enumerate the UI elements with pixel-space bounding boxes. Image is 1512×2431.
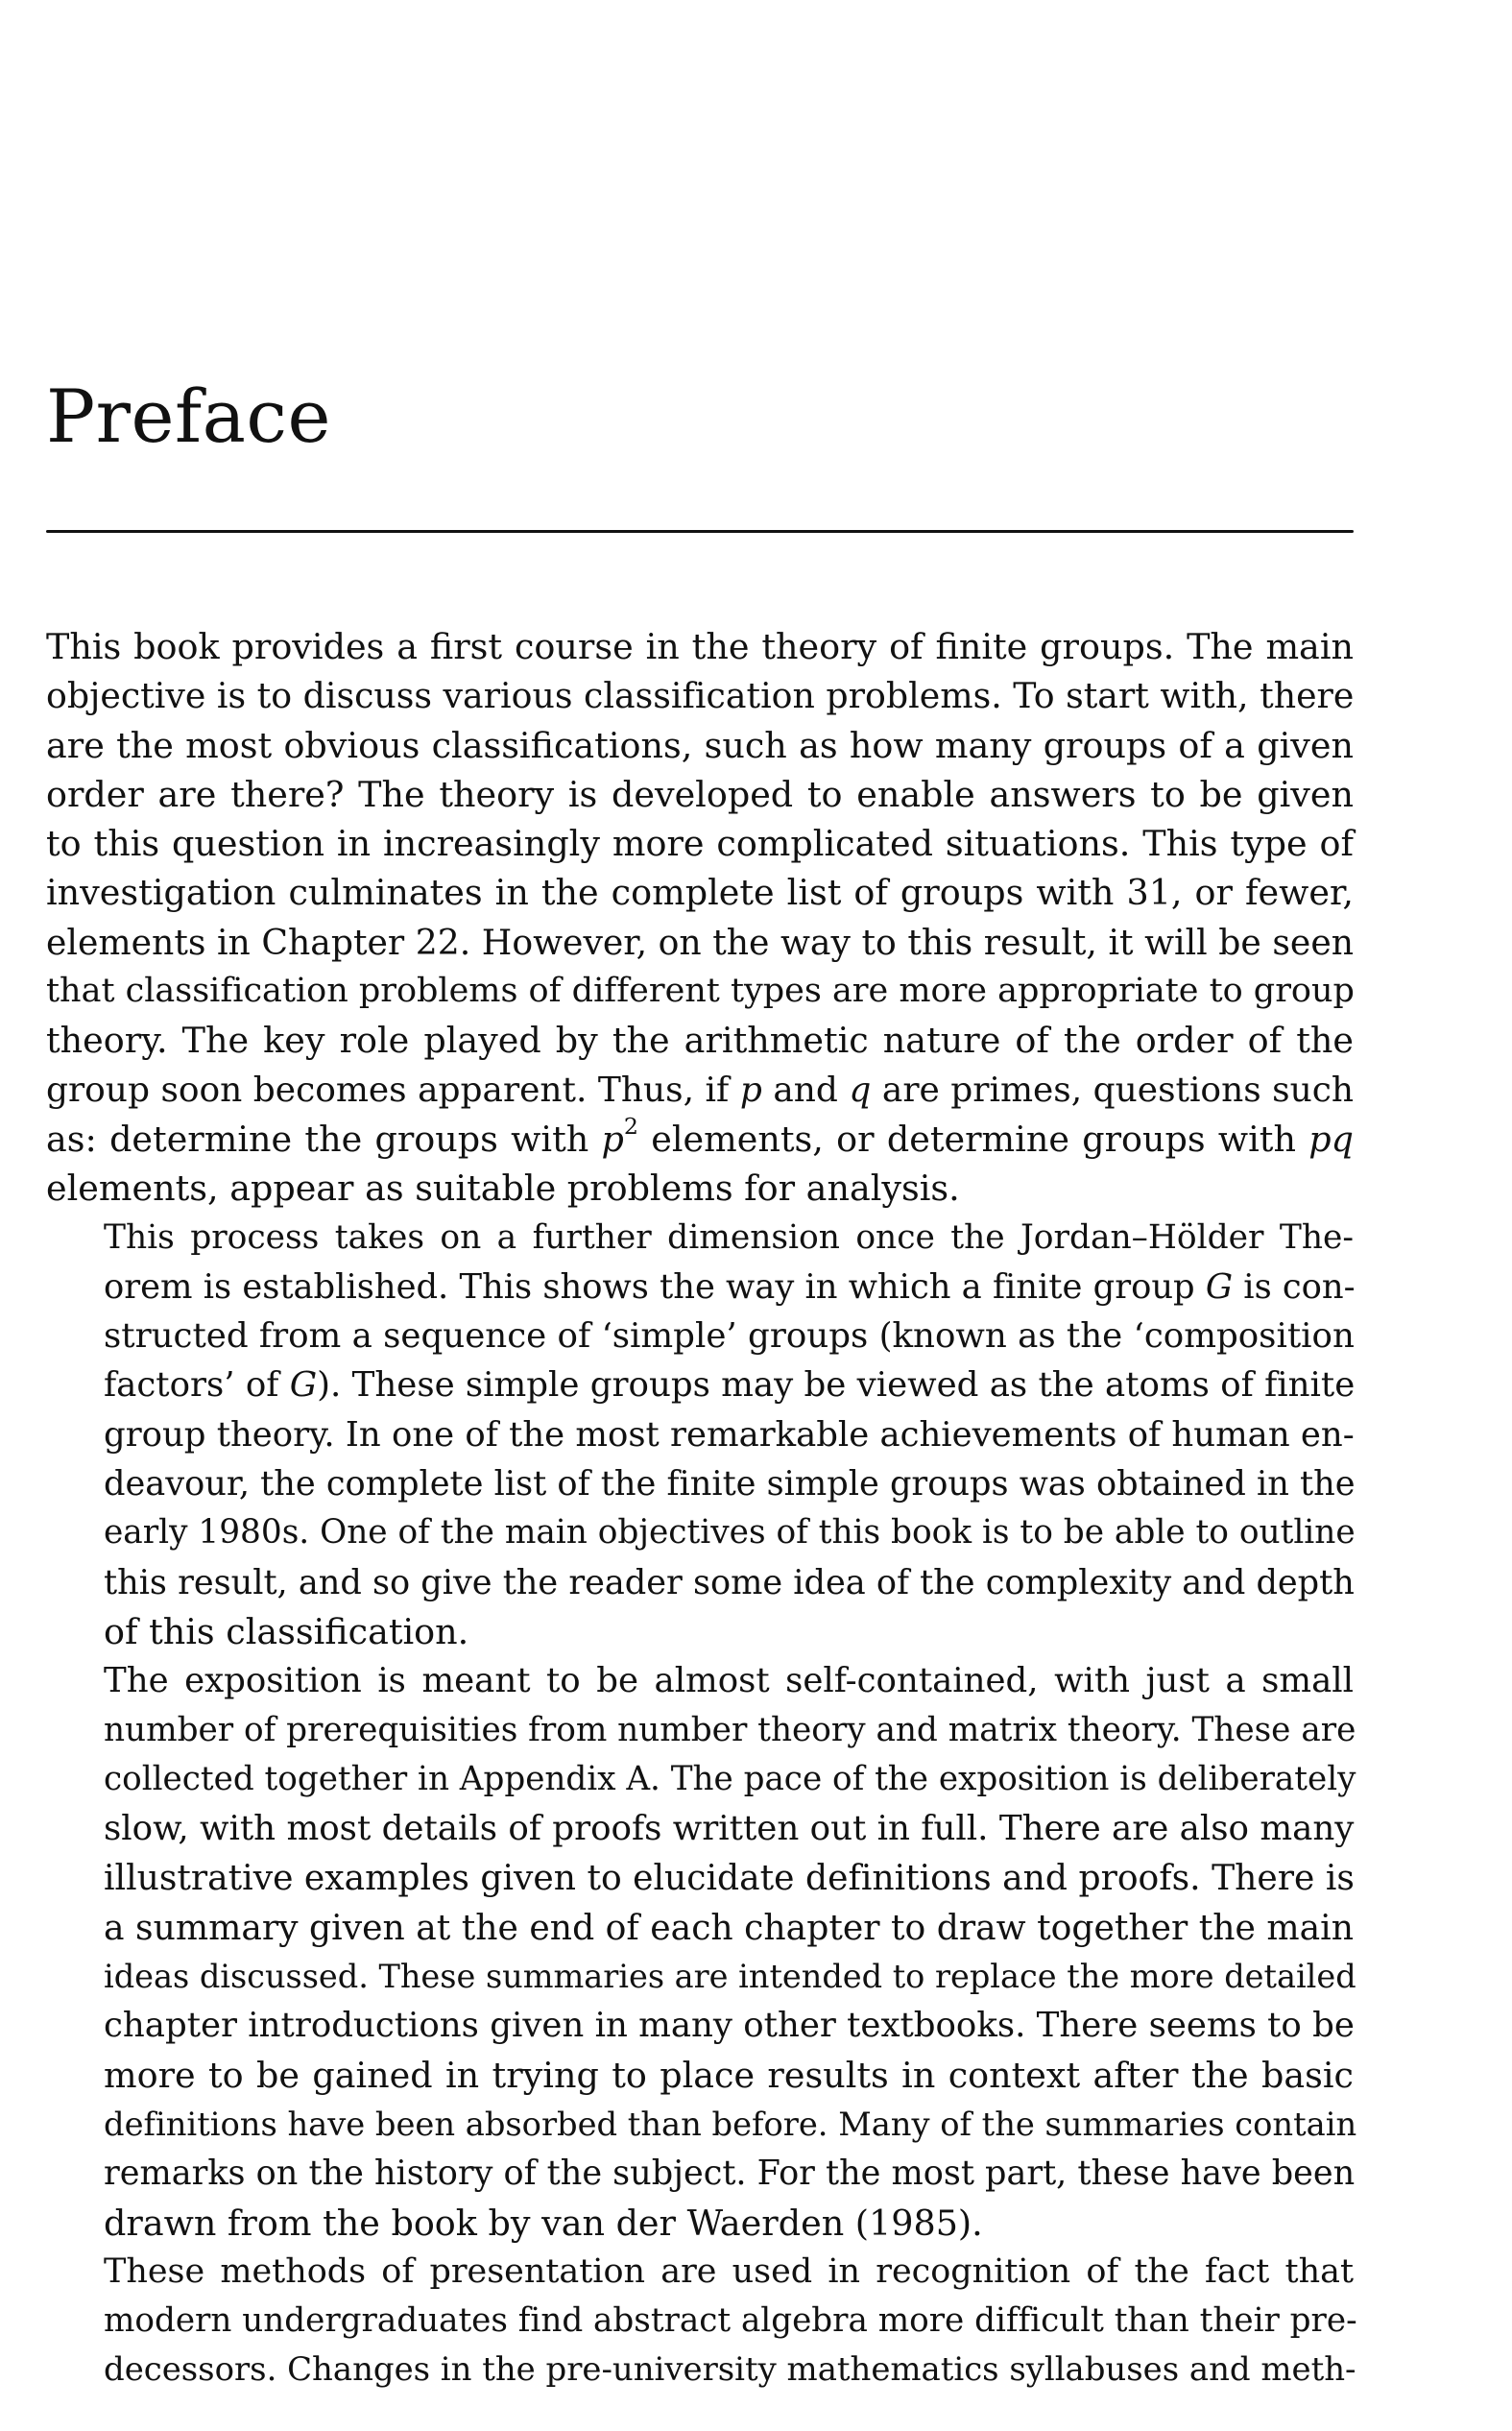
text-fragment: is con- [1233,1266,1356,1307]
math-variable-q: q [849,1070,872,1110]
text-line [46,1115,1354,1164]
text-line: collected together in Appendix A. The pace of the exposition is deliberately [104,1759,1356,1798]
text-line: to this question in increasingly more complicated situations. This type of [46,823,1354,865]
text-line [46,1066,1354,1115]
text-line [46,1360,1354,1409]
text-line: structed from a sequence of ‘simple’ groups (known as the ‘composition [104,1316,1355,1357]
math-exponent: 2 [623,1113,638,1141]
text-fragment: as: determine the groups with [46,1118,602,1160]
book-page [46,0,1357,2431]
text-line: are the most obvious classifications, such as how many groups of a given [46,724,1354,766]
text-line: early 1980s. One of the main objectives of this book is to be able to outline [104,1513,1356,1552]
math-variable-p: p [739,1070,762,1110]
text-line: This book provides a first course in the theory of finite groups. The main [46,626,1354,667]
text-line [46,1263,1354,1312]
text-line: this result, and so give the reader some idea of the complexity and depth [104,1562,1355,1602]
text-line: group theory. In one of the most remarkable achievements of human en- [104,1414,1355,1455]
text-fragment: factors’ of [104,1365,290,1406]
math-variable-pq: pq [1308,1118,1354,1160]
paragraph-4 [46,2248,1357,2395]
text-line: chapter introductions given in many other textbooks. There seems to be [104,2006,1355,2046]
preface-body [46,622,1357,2395]
text-line: objective is to discuss various classification problems. To start with, there [46,675,1355,717]
text-line: definitions have been absorbed than before. Many of the summaries contain [104,2105,1357,2143]
text-line: modern undergraduates find abstract algebra more difficult than their pre- [104,2301,1357,2341]
math-variable-g: G [1205,1266,1234,1307]
text-line: number of prerequisities from number theory and matrix theory. These are [104,1710,1356,1749]
chapter-title: Preface [46,373,331,459]
text-line: elements, appear as suitable problems for analysis. [46,1167,960,1210]
text-line: slow, with most details of proofs written out in full. There are also many [104,1809,1355,1849]
text-line: The exposition is meant to be almost self-contained, with just a small [104,1661,1354,1701]
text-line: drawn from the book by van der Waerden (1985). [104,2202,983,2244]
text-fragment: ). These simple groups may be viewed as the atoms of finite [317,1365,1356,1406]
text-line: elements in Chapter 22. However, on the way to this result, it will be seen [46,921,1354,963]
text-line: theory. The key role played by the arithmetic nature of the order of the [46,1020,1354,1062]
paragraph-2 [46,1214,1354,1657]
paragraph-3 [46,1656,1357,2248]
text-line: illustrative examples given to elucidate definitions and proofs. There is [104,1857,1355,1899]
math-variable-g: G [289,1365,318,1406]
text-fragment: orem is established. This shows the way in which a finite group [104,1266,1206,1307]
text-line: remarks on the history of the subject. For the most part, these have been [104,2154,1356,2194]
title-rule [46,530,1354,533]
text-fragment: elements, or determine groups with [638,1118,1309,1160]
text-line: decessors. Changes in the pre-university mathematics syllabuses and meth- [104,2351,1356,2390]
text-line: deavour, the complete list of the finite simple groups was obtained in the [104,1464,1356,1504]
paragraph-1 [46,622,1354,1214]
text-fragment: are primes, questions such [871,1070,1354,1110]
text-line: that classification problems of different types are more appropriate to group [46,972,1355,1011]
text-line: more to be gained in trying to place results in context after the basic [104,2054,1354,2096]
text-line: a summary given at the end of each chapter to draw together the main [104,1906,1354,1948]
text-line: This process takes on a further dimension once the Jordan–Hölder The- [104,1217,1354,1257]
text-line: These methods of presentation are used in recognition of the fact that [104,2251,1354,2291]
text-fragment: and [761,1070,850,1110]
math-variable-p: p [601,1118,624,1160]
text-line: order are there? The theory is developed to enable answers to be given [46,773,1354,815]
text-line: ideas discussed. These summaries are intended to replace the more detailed [104,1958,1356,1996]
text-fragment: group soon becomes apparent. Thus, if [46,1070,740,1110]
text-line: of this classification. [104,1610,469,1652]
text-line: investigation culminates in the complete list of groups with 31, or fewer, [46,872,1354,914]
